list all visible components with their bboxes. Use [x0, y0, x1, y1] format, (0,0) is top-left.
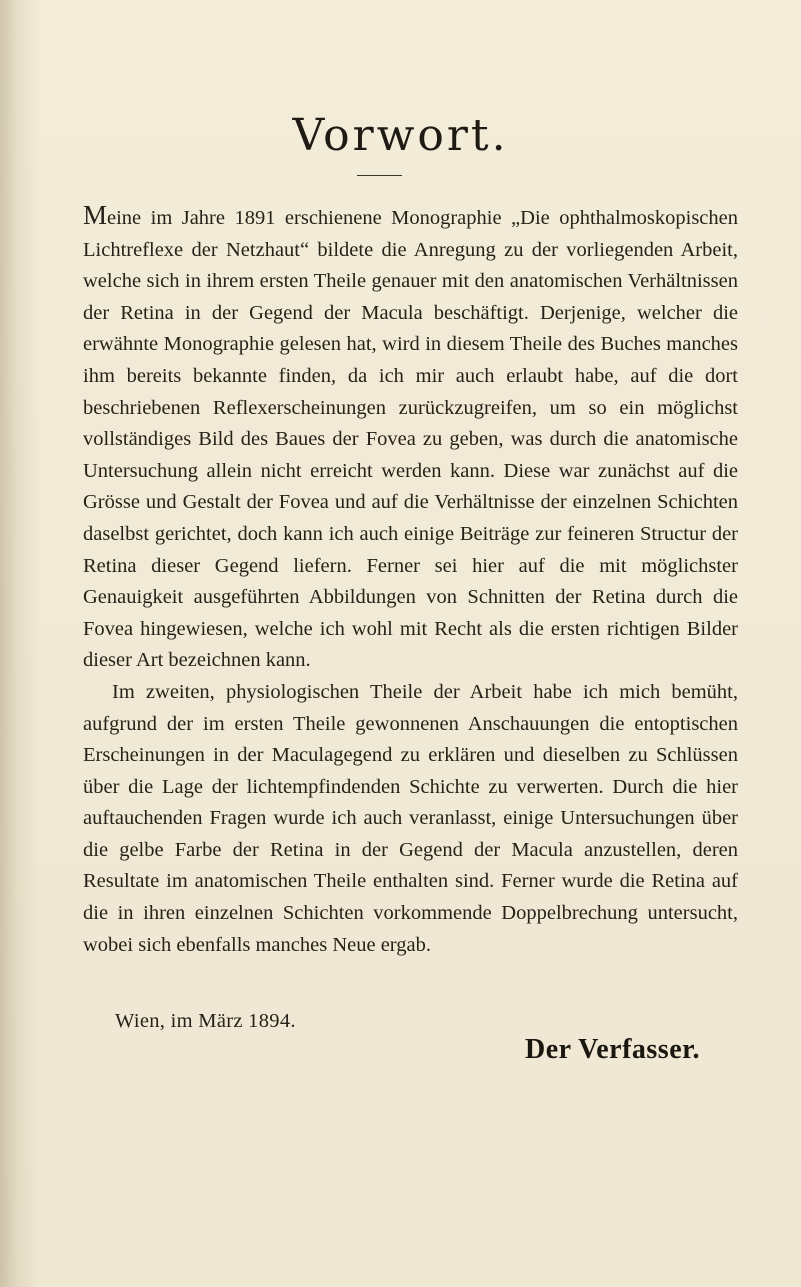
place-and-date: Wien, im März 1894.	[115, 1010, 296, 1032]
paragraph-1-initial: M	[83, 200, 108, 230]
title-divider	[357, 175, 402, 176]
page-title: Vorwort.	[292, 110, 509, 161]
preface-body	[83, 200, 738, 961]
paragraph-1-text: eine im Jahre 1891 erschienene Monographie „Die ophthalmoskopischen Lichtreflexe der Netzhaut“ bildete die Anregung zu der vorliegenden Arbeit, welche sich in ihrem ersten Theile genauer mit den anatomischen Verhältnissen der Retina in der Gegend der Macula beschäftigt. Derjenige, welcher die erwähnte Monographie gelesen hat, wird in diesem Theile des Buches manches ihm bereits bekannte finden, da ich mir auch erlaubt habe, auf die dort beschriebenen Reflexerscheinungen zurückzugreifen, um so ein möglichst vollständiges Bild des Baues der Fovea zu geben, was durch die anatomische Untersuchung allein nicht erreicht werden kann. Diese war zunächst auf die Grösse und Gestalt der Fovea und auf die Verhältnisse der einzelnen Schichten daselbst gerichtet, doch kann ich auch einige Beiträge zur feineren Structur der Retina dieser Gegend liefern. Ferner sei hier auf die mit möglichster Genauigkeit ausgeführten Abbildungen von Schnitten der Retina durch die Fovea hingewiesen, welche ich wohl mit Recht als die ersten richtigen Bilder dieser Art bezeichnen kann.	[83, 207, 738, 672]
paragraph-2: Im zweiten, physiologischen Theile der Arbeit habe ich mich bemüht, aufgrund der im ersten Theile gewonnenen Anschauungen die entoptischen Erscheinungen in der Maculagegend zu erklären und dieselben zu Schlüssen über die Lage der lichtempfindenden Schichte zu verwerten. Durch die hier auftauchenden Fragen wurde ich auch veranlasst, einige Untersuchungen über die gelbe Farbe der Retina in der Gegend der Macula anzustellen, deren Resultate im anatomischen Theile enthalten sind. Ferner wurde die Retina auf die in ihren einzelnen Schichten vorkommende Doppelbrechung untersucht, wobei sich ebenfalls manches Neue ergab.	[83, 680, 738, 956]
author-signature: Der Verfasser.	[525, 1034, 700, 1065]
paragraph-1	[83, 200, 738, 677]
